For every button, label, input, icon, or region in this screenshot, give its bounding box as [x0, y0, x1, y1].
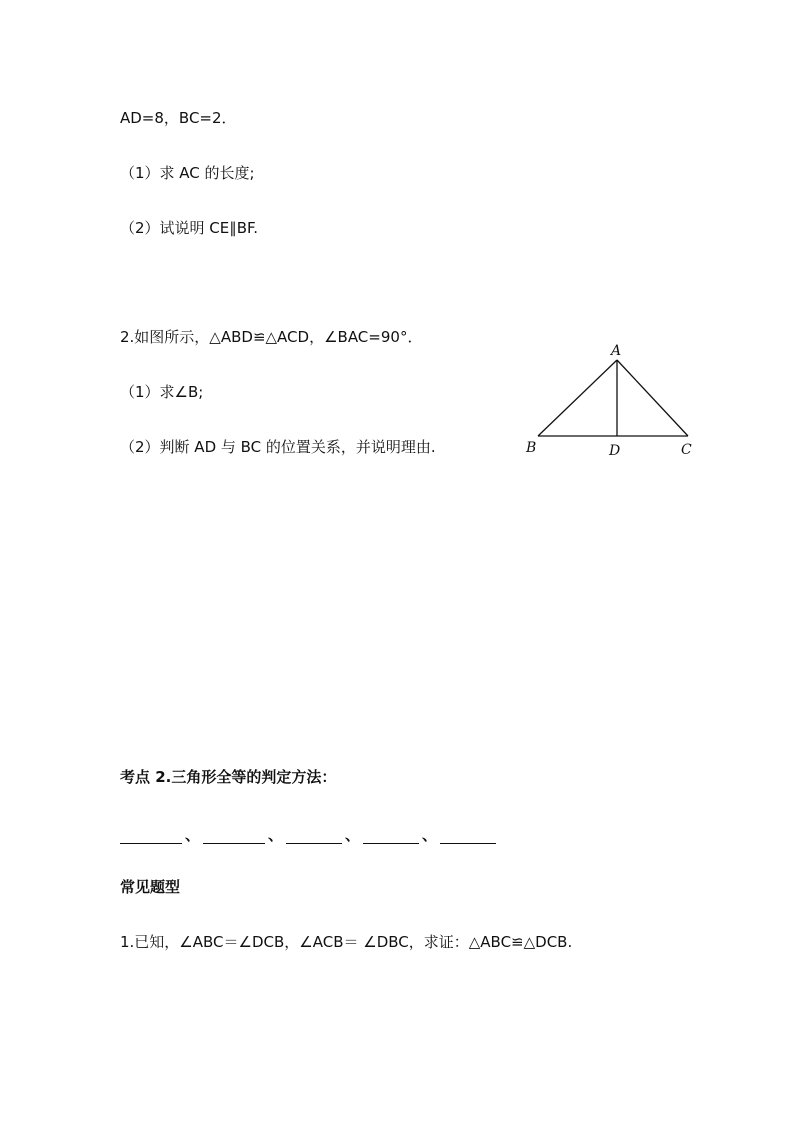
question-2-1: （1）求∠B; [120, 383, 204, 401]
blank-5 [440, 827, 496, 844]
section-2-heading: 考点 2.三角形全等的判定方法： [120, 768, 337, 786]
side-ac [617, 360, 688, 436]
blank-separator: 、 [345, 826, 361, 844]
blank-1 [120, 827, 182, 844]
method-blanks-row [120, 826, 496, 844]
problem-2-stem: 2.如图所示，△ABD≌△ACD，∠BAC=90°． [120, 328, 423, 346]
question-1-1: （1）求 AC 的长度; [120, 164, 255, 182]
label-c: C [681, 442, 692, 458]
blank-2 [203, 827, 265, 844]
common-types-heading: 常见题型 [120, 878, 181, 896]
label-b: B [526, 440, 537, 456]
triangle-figure [520, 338, 700, 463]
label-d: D [609, 443, 621, 459]
blank-separator: 、 [422, 826, 438, 844]
blank-3 [286, 827, 342, 844]
question-2-2: （2）判断 AD 与 BC 的位置关系，并说明理由. [120, 438, 436, 456]
blank-separator: 、 [268, 826, 284, 844]
question-1-2: （2）试说明 CE∥BF. [120, 219, 259, 237]
blank-separator: 、 [185, 826, 201, 844]
side-ab [538, 360, 617, 436]
label-a: A [611, 343, 622, 359]
section-2-problem-1: 1.已知，∠ABC＝∠DCB，∠ACB＝ ∠DBC，求证：△ABC≌△DCB. [120, 933, 573, 951]
given-line: AD=8，BC=2． [120, 109, 237, 127]
blank-4 [363, 827, 419, 844]
